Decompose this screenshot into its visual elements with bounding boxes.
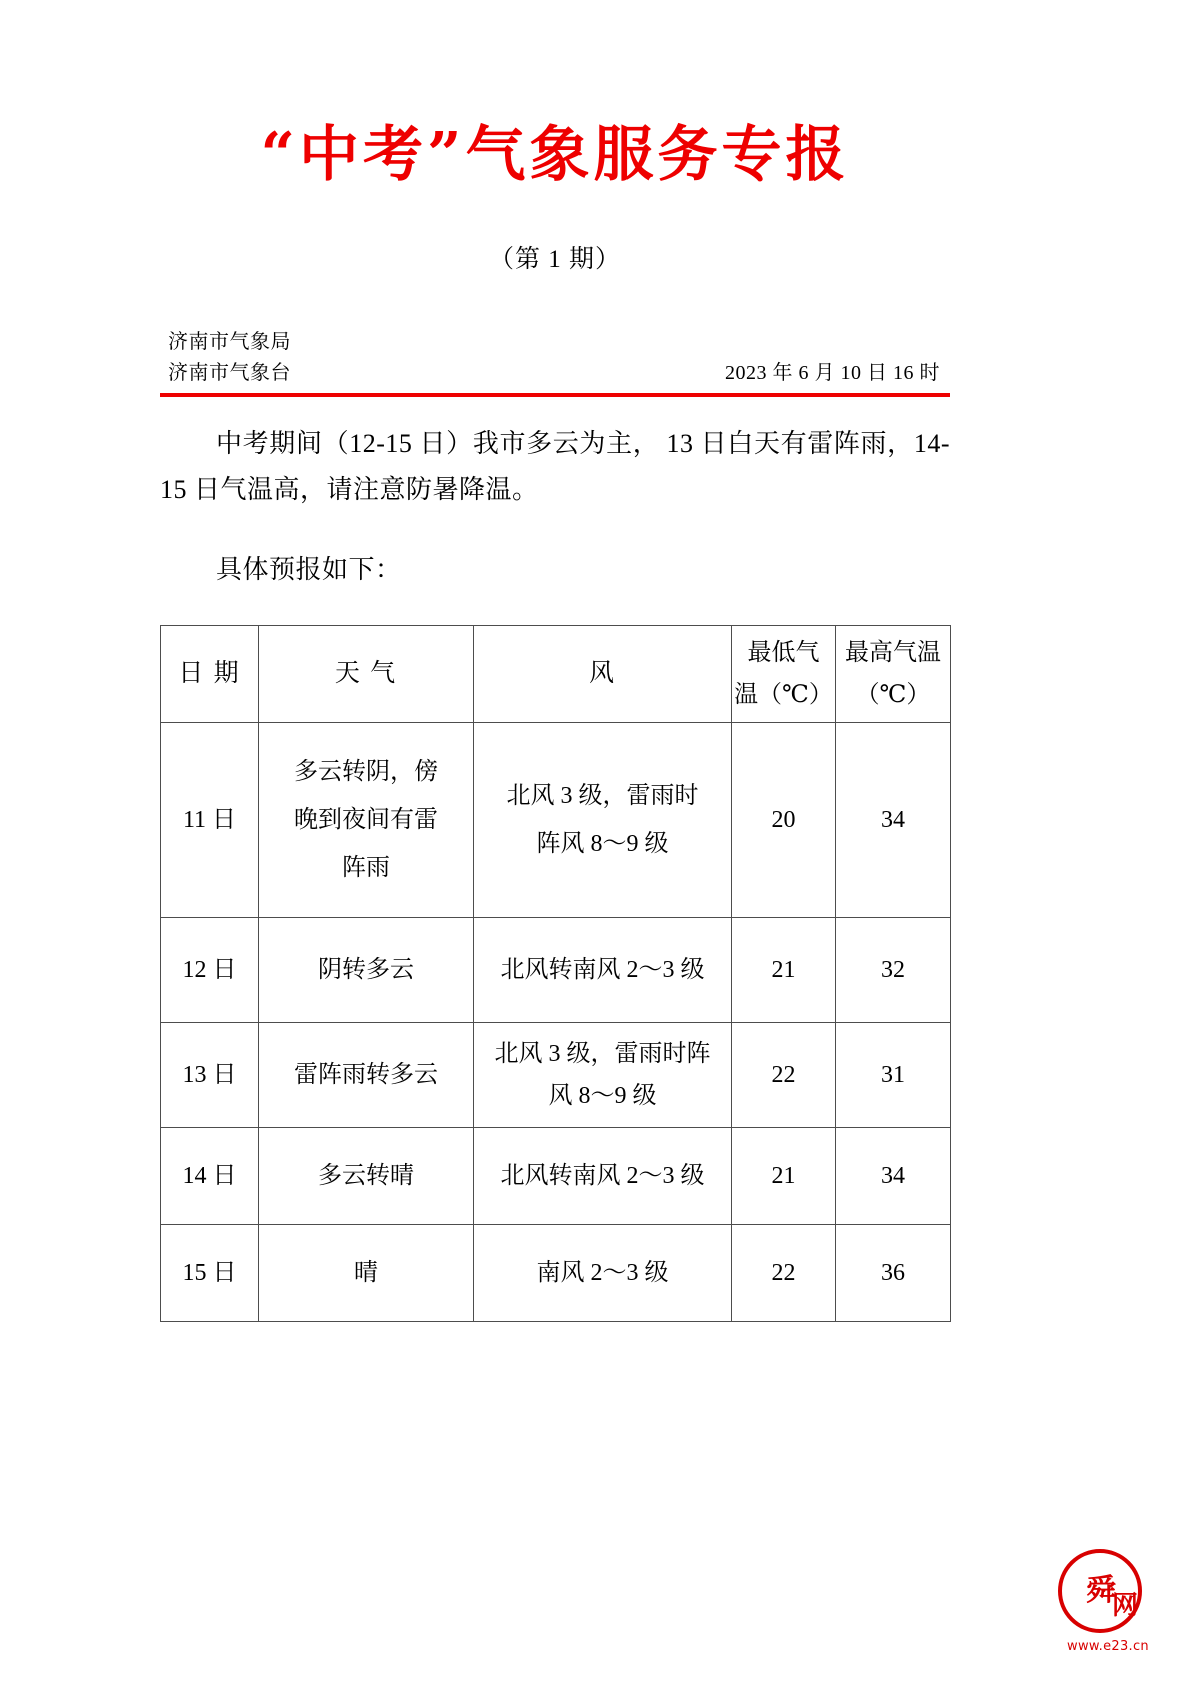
row-date: 13 日 [161,1023,259,1128]
row-temp-min: 21 [732,1128,836,1225]
document-content [160,0,950,1322]
table-row [161,1128,951,1225]
row-wind: 北风转南风 2～3 级 [474,1128,732,1225]
row-wind-line: 阵风 8～9 级 [536,831,669,857]
row-weather [259,723,474,918]
header-temp-min [732,626,836,723]
page-title: “中考”气象服务专报 [260,120,850,190]
row-temp-max: 32 [836,918,951,1023]
forecast-intro-paragraph: 具体预报如下： [216,555,402,584]
row-date: 12 日 [161,918,259,1023]
shun-seal-icon: 舜 [1058,1549,1142,1633]
row-wind-line: 风 8～9 级 [548,1083,657,1109]
row-wind [474,1023,732,1128]
site-logo [1054,1549,1162,1661]
row-wind [474,723,732,918]
row-wind: 南风 2～3 级 [474,1225,732,1322]
row-wind-line: 北风 3 级，雷雨时 [506,783,699,809]
row-date: 15 日 [161,1225,259,1322]
issuer-observatory: 济南市气象台 [168,362,291,384]
header-weather: 天 气 [259,626,474,723]
logo-net-character: 网 [1112,1591,1139,1621]
red-divider [160,393,950,397]
row-wind: 北风转南风 2～3 级 [474,918,732,1023]
header-temp-max-line2: （℃） [855,682,931,708]
table-row [161,1225,951,1322]
table-row [161,918,951,1023]
issue-date: 2023 年 6 月 10 日 16 时 [725,362,940,384]
row-temp-min: 20 [732,723,836,918]
header-wind: 风 [474,626,732,723]
issuer-names [168,327,291,389]
summary-paragraph: 中考期间（12-15 日）我市多云为主， 13 日白天有雷阵雨，14-15 日气温高，请注意防暑降温。 [160,429,950,504]
table-row [161,723,951,918]
row-temp-max: 31 [836,1023,951,1128]
header-temp-max-line1: 最高气温 [845,640,941,666]
issuer-header [160,327,950,389]
table-header-row [161,626,951,723]
row-weather-line: 阵雨 [342,855,390,881]
issue-number: （第 1 期） [488,246,621,273]
row-temp-min: 22 [732,1225,836,1322]
row-weather: 雷阵雨转多云 [259,1023,474,1128]
header-date: 日 期 [161,626,259,723]
row-temp-max: 34 [836,1128,951,1225]
issuer-bureau: 济南市气象局 [168,331,291,353]
row-weather: 阴转多云 [259,918,474,1023]
forecast-table [160,625,951,1322]
row-weather: 晴 [259,1225,474,1322]
row-weather-line: 晚到夜间有雷 [294,807,438,833]
row-weather: 多云转晴 [259,1128,474,1225]
logo-url: www.e23.cn [1067,1639,1149,1654]
row-date: 11 日 [161,723,259,918]
row-weather-line: 多云转阴，傍 [294,759,438,785]
header-temp-max [836,626,951,723]
table-row [161,1023,951,1128]
row-temp-min: 21 [732,918,836,1023]
header-temp-min-line2: 温（℃） [734,682,833,708]
row-wind-line: 北风 3 级，雷雨时阵 [494,1041,711,1067]
row-temp-max: 34 [836,723,951,918]
row-temp-min: 22 [732,1023,836,1128]
row-temp-max: 36 [836,1225,951,1322]
row-date: 14 日 [161,1128,259,1225]
header-temp-min-line1: 最低气 [747,640,820,666]
